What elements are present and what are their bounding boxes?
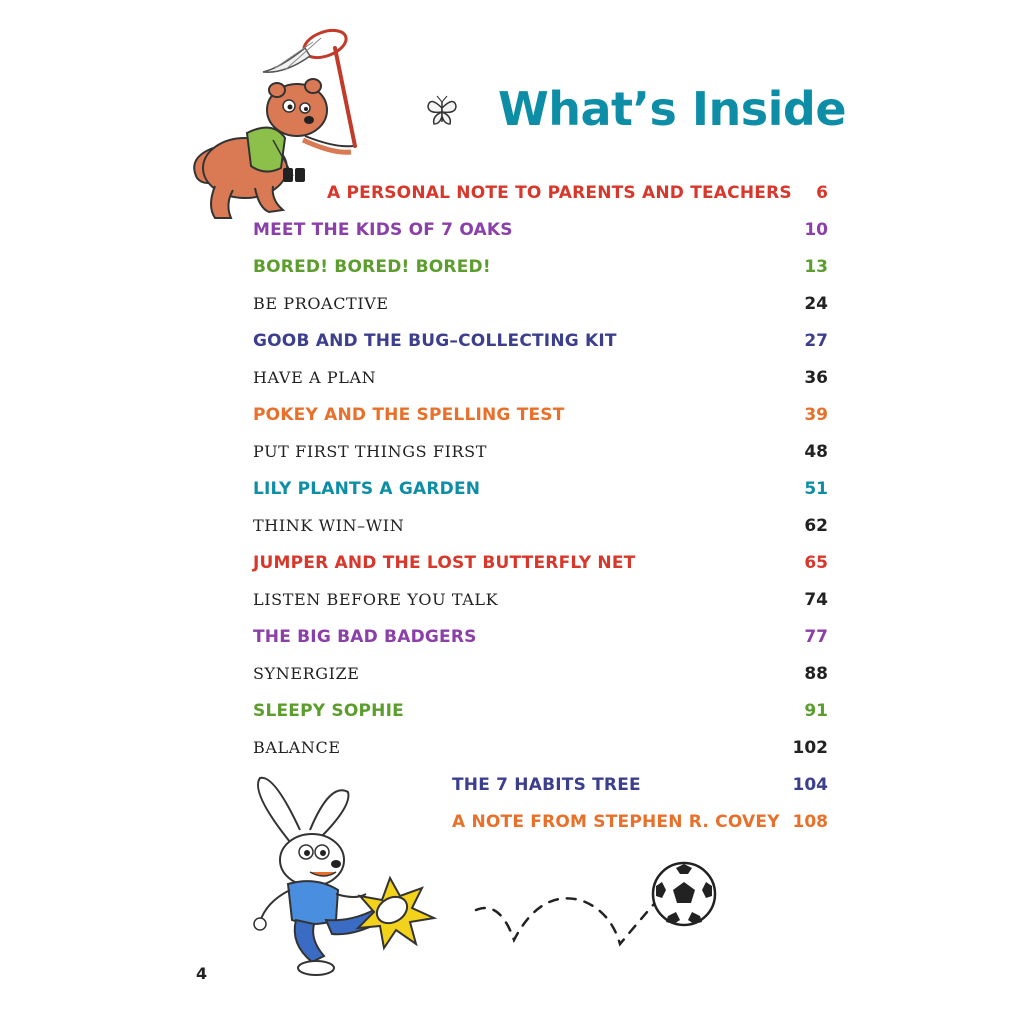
toc-entry-page: 39 — [804, 405, 828, 425]
toc-entry — [0, 661, 1024, 687]
toc-entry-title: BALANCE — [253, 738, 341, 757]
toc-entry-page: 74 — [804, 590, 828, 610]
toc-entry — [0, 291, 1024, 317]
toc-entry — [0, 513, 1024, 539]
toc-entry-title: POKEY AND THE SPELLING TEST — [253, 405, 565, 425]
page-title: What’s Inside — [498, 82, 847, 136]
toc-entry-title: LILY PLANTS A GARDEN — [253, 479, 481, 499]
toc-entry-page: 104 — [792, 775, 828, 795]
rabbit-kicking-ball-icon — [240, 772, 450, 982]
toc-entry-title: GOOB AND THE BUG–COLLECTING KIT — [253, 331, 617, 351]
toc-entry — [0, 328, 1024, 354]
toc-entry-title: JUMPER AND THE LOST BUTTERFLY NET — [253, 553, 636, 573]
toc-entry — [0, 550, 1024, 576]
toc-entry-page: 48 — [804, 442, 828, 462]
toc-entry — [0, 439, 1024, 465]
toc-entry-page: 62 — [804, 516, 828, 536]
toc-entry-title: BE PROACTIVE — [253, 294, 389, 313]
toc-entry-page: 27 — [804, 331, 828, 351]
toc-entry — [0, 217, 1024, 243]
toc-entry-page: 65 — [804, 553, 828, 573]
toc-entry-title: SYNERGIZE — [253, 664, 360, 683]
toc-entry-page: 108 — [792, 812, 828, 832]
toc-entry-title: HAVE A PLAN — [253, 368, 377, 387]
toc-entry — [0, 698, 1024, 724]
toc-entry-title: MEET THE KIDS OF 7 OAKS — [253, 220, 513, 240]
toc-entry-page: 6 — [816, 183, 828, 203]
toc-entry-page: 10 — [804, 220, 828, 240]
soccer-ball-icon — [650, 860, 718, 928]
toc-entry-page: 77 — [804, 627, 828, 647]
toc-entry-page: 24 — [804, 294, 828, 314]
toc-entry-page: 102 — [792, 738, 828, 758]
bounce-path — [470, 880, 660, 960]
toc-entry-title: PUT FIRST THINGS FIRST — [253, 442, 487, 461]
toc-entry-title: THE 7 HABITS TREE — [452, 775, 641, 795]
toc-entry-title: BORED! BORED! BORED! — [253, 257, 491, 277]
toc-entry-title: LISTEN BEFORE YOU TALK — [253, 590, 499, 609]
toc-entry-page: 91 — [804, 701, 828, 721]
toc-entry — [0, 809, 1024, 835]
toc-entry-title: THE BIG BAD BADGERS — [253, 627, 477, 647]
toc-entry — [0, 735, 1024, 761]
toc-entry — [0, 476, 1024, 502]
toc-entry — [0, 587, 1024, 613]
toc-entry — [0, 365, 1024, 391]
toc-entry-page: 51 — [804, 479, 828, 499]
toc-entry — [0, 624, 1024, 650]
toc-entry-title: THINK WIN–WIN — [253, 516, 405, 535]
toc-entry-page: 13 — [804, 257, 828, 277]
page-number: 4 — [196, 964, 208, 983]
toc-entry-title: SLEEPY SOPHIE — [253, 701, 404, 721]
toc-entry-title: A PERSONAL NOTE TO PARENTS AND TEACHERS — [327, 183, 792, 203]
toc-entry-title: A NOTE FROM STEPHEN R. COVEY — [452, 812, 780, 832]
toc-entry — [0, 180, 1024, 206]
toc-entry — [0, 402, 1024, 428]
toc-entry-page: 88 — [804, 664, 828, 684]
toc-entry — [0, 772, 1024, 798]
toc-entry — [0, 254, 1024, 280]
toc-entry-page: 36 — [804, 368, 828, 388]
